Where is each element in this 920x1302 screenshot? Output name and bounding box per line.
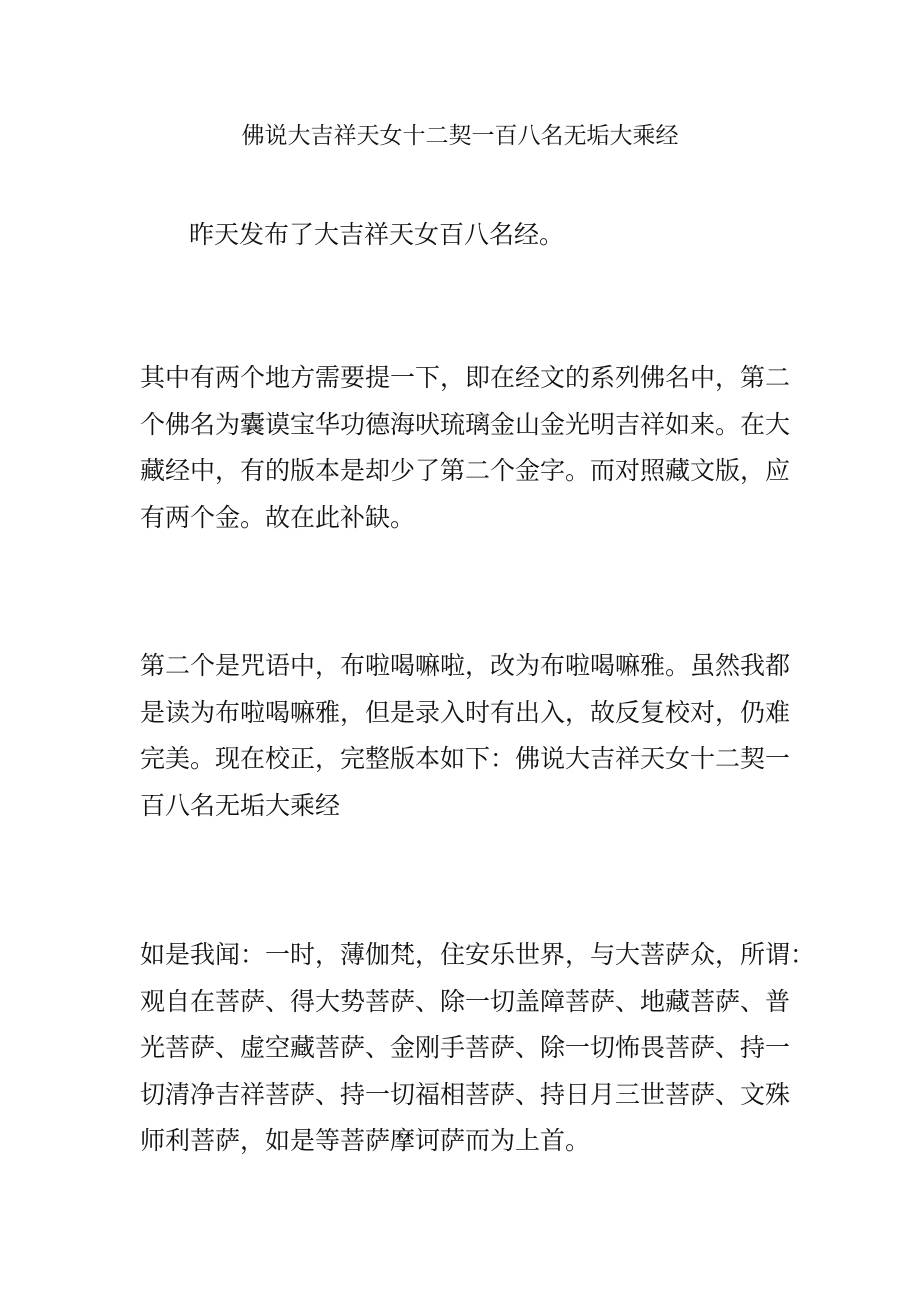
paragraph-line: 百八名无垢大乘经 xyxy=(140,790,341,820)
intro-line: 昨天发布了大吉祥天女百八名经。 xyxy=(189,220,565,249)
paragraph-line: 第二个是咒语中，布啦喝嘛啦，改为布啦喝嘛雅。虽然我都 xyxy=(140,651,791,680)
paragraph-line: 师利菩萨，如是等菩萨摩诃萨而为上首。 xyxy=(140,1126,591,1155)
paragraph-line: 其中有两个地方需要提一下，即在经文的系列佛名中，第二 xyxy=(140,363,791,392)
paragraph-sutra-opening xyxy=(140,932,816,1165)
document-title: 佛说大吉祥天女十二契一百八名无垢大乘经 xyxy=(241,123,679,149)
paragraph-correction-2 xyxy=(140,643,790,829)
paragraph-line: 如是我闻：一时，薄伽梵，住安乐世界，与大菩萨众，所谓： xyxy=(140,940,816,969)
paragraph-line: 完美。现在校正，完整版本如下：佛说大吉祥天女十二契一 xyxy=(140,744,791,773)
paragraph-line: 个佛名为囊谟宝华功德海吠琉璃金山金光明吉祥如来。在大 xyxy=(140,409,791,439)
paragraph-line: 观自在菩萨、得大势菩萨、除一切盖障菩萨、地藏菩萨、普 xyxy=(140,986,791,1016)
paragraph-line: 切清净吉祥菩萨、持一切福相菩萨、持日月三世菩萨、文殊 xyxy=(140,1079,791,1109)
paragraph-line: 是读为布啦喝嘛雅，但是录入时有出入，故反复校对，仍难 xyxy=(140,697,791,727)
paragraph-correction-1 xyxy=(140,355,790,541)
paragraph-line: 光菩萨、虚空藏菩萨、金刚手菩萨、除一切怖畏菩萨、持一 xyxy=(140,1033,791,1062)
paragraph-line: 藏经中，有的版本是却少了第二个金字。而对照藏文版，应 xyxy=(140,456,791,485)
paragraph-line: 有两个金。故在此补缺。 xyxy=(140,502,416,532)
